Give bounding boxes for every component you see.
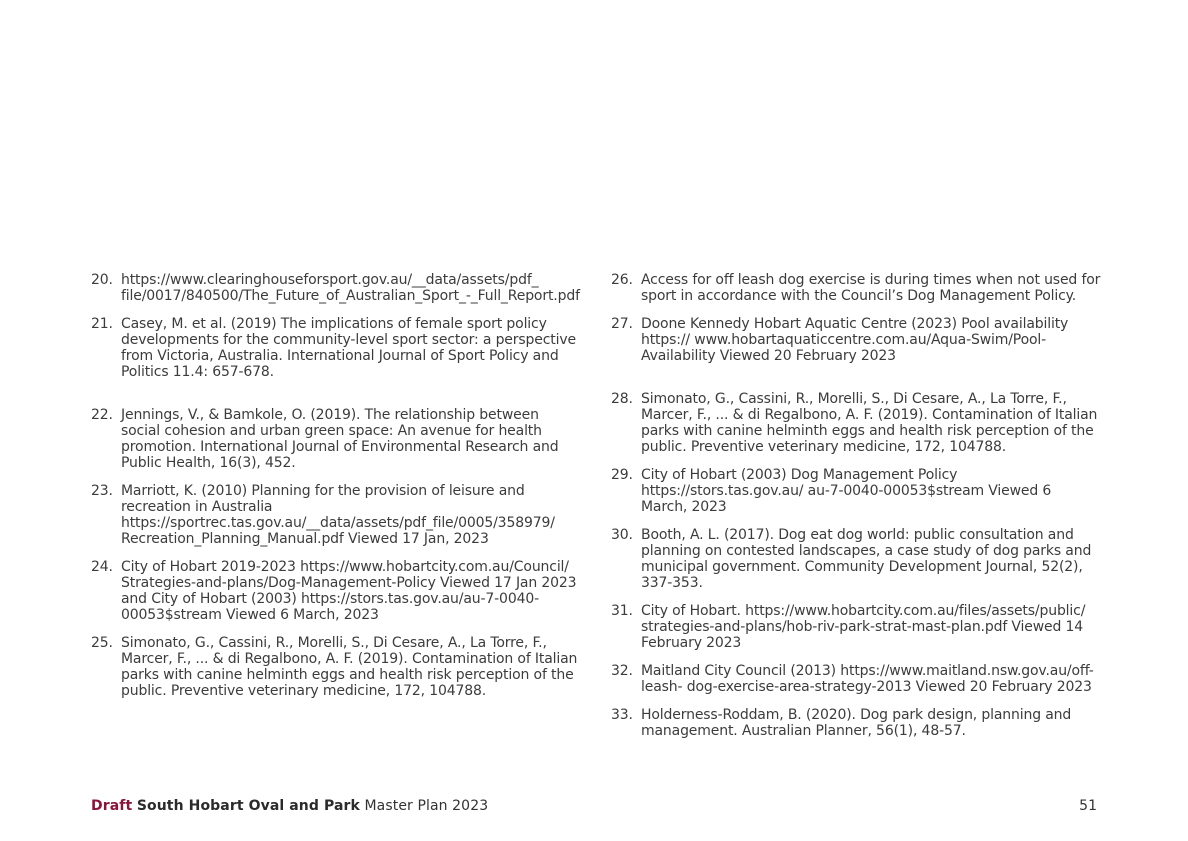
reference-number: 25. [91,635,113,651]
reference-item [611,527,1101,591]
reference-text: Simonato, G., Cassini, R., Morelli, S., Di Cesare, A., La Torre, F., Marcer, F., ... & di Regalbono, A. F. (2019). Contamination of Italian parks with canine helminth eggs and health risk perception of the public. Preventive veterinary medicine, 172, 104788. [641,391,1098,455]
reference-text: City of Hobart 2019-2023 https://www.hobartcity.com.au/Council/ Strategies-and-plans/Dog-Management-Policy Viewed 17 Jan 2023 and City of Hobart (2003) https://stors.tas.gov.au/au-7-0040-00053$stream Viewed 6 March, 2023 [121,559,577,623]
document-subtitle: Master Plan 2023 [364,798,489,814]
reference-item [91,272,581,304]
reference-item [611,663,1101,695]
reference-item [611,391,1101,455]
reference-number: 28. [611,391,633,407]
reference-number: 20. [91,272,113,288]
reference-text: https://www.clearinghouseforsport.gov.au/__data/assets/pdf_ file/0017/840500/The_Future_of_Australian_Sport_-_Full_Report.pdf [121,272,580,304]
document-place-title: South Hobart Oval and Park [136,798,360,814]
reference-number: 21. [91,316,113,332]
reference-number: 31. [611,603,633,619]
reference-item [91,559,581,623]
reference-text: City of Hobart. https://www.hobartcity.com.au/files/assets/public/ strategies-and-plans/hob-riv-park-strat-mast-plan.pdf Viewed 14 February 2023 [641,603,1086,651]
reference-number: 33. [611,707,633,723]
reference-text: Booth, A. L. (2017). Dog eat dog world: public consultation and planning on contested landscapes, a case study of dog parks and municipal government. Community Development Journal, 52(2), 337-353. [641,527,1092,591]
draft-label: Draft [91,798,133,814]
reference-number: 22. [91,407,113,423]
reference-text: Access for off leash dog exercise is during times when not used for sport in accordance with the Council’s Dog Management Policy. [641,272,1101,304]
reference-text: Jennings, V., & Bamkole, O. (2019). The relationship between social cohesion and urban green space: An avenue for health promotion. International Journal of Environmental Research and Public Health, 16(3), 452. [121,407,559,471]
reference-text: Doone Kennedy Hobart Aquatic Centre (2023) Pool availability https:// www.hobartaquaticcentre.com.au/Aqua-Swim/Pool-Availability Viewed 20 February 2023 [641,316,1069,364]
page-footer [91,798,488,814]
reference-item [91,635,581,699]
references-left-column [91,272,581,699]
reference-number: 26. [611,272,633,288]
reference-number: 23. [91,483,113,499]
reference-number: 32. [611,663,633,679]
reference-text: Maitland City Council (2013) https://www.maitland.nsw.gov.au/off-leash- dog-exercise-area-strategy-2013 Viewed 20 February 2023 [641,663,1094,695]
reference-item [611,272,1101,304]
reference-text: Casey, M. et al. (2019) The implications of female sport policy developments for the community-level sport sector: a perspective from Victoria, Australia. International Journal of Sport Policy and Politics 11.4: 657-678. [121,316,576,380]
reference-item [611,603,1101,651]
reference-text: Holderness-Roddam, B. (2020). Dog park design, planning and management. Australian Planner, 56(1), 48-57. [641,707,1072,739]
page-number: 51 [1079,798,1097,814]
reference-item [91,483,581,547]
reference-item [611,707,1101,739]
reference-item [611,316,1101,364]
reference-item [611,467,1101,515]
reference-text: Simonato, G., Cassini, R., Morelli, S., Di Cesare, A., La Torre, F., Marcer, F., ... & di Regalbono, A. F. (2019). Contamination of Italian parks with canine helminth eggs and health risk perception of the public. Preventive veterinary medicine, 172, 104788. [121,635,578,699]
reference-text: Marriott, K. (2010) Planning for the provision of leisure and recreation in Australia https://sportrec.tas.gov.au/__data/assets/pdf_file/0005/358979/ Recreation_Planning_Manual.pdf Viewed 17 Jan, 2023 [121,483,555,547]
reference-item [91,407,581,471]
reference-text: City of Hobart (2003) Dog Management Policy https://stors.tas.gov.au/ au-7-0040-00053$stream Viewed 6 March, 2023 [641,467,1052,515]
reference-number: 24. [91,559,113,575]
reference-number: 29. [611,467,633,483]
reference-number: 30. [611,527,633,543]
reference-number: 27. [611,316,633,332]
references-right-column [611,272,1101,739]
reference-item [91,316,581,380]
